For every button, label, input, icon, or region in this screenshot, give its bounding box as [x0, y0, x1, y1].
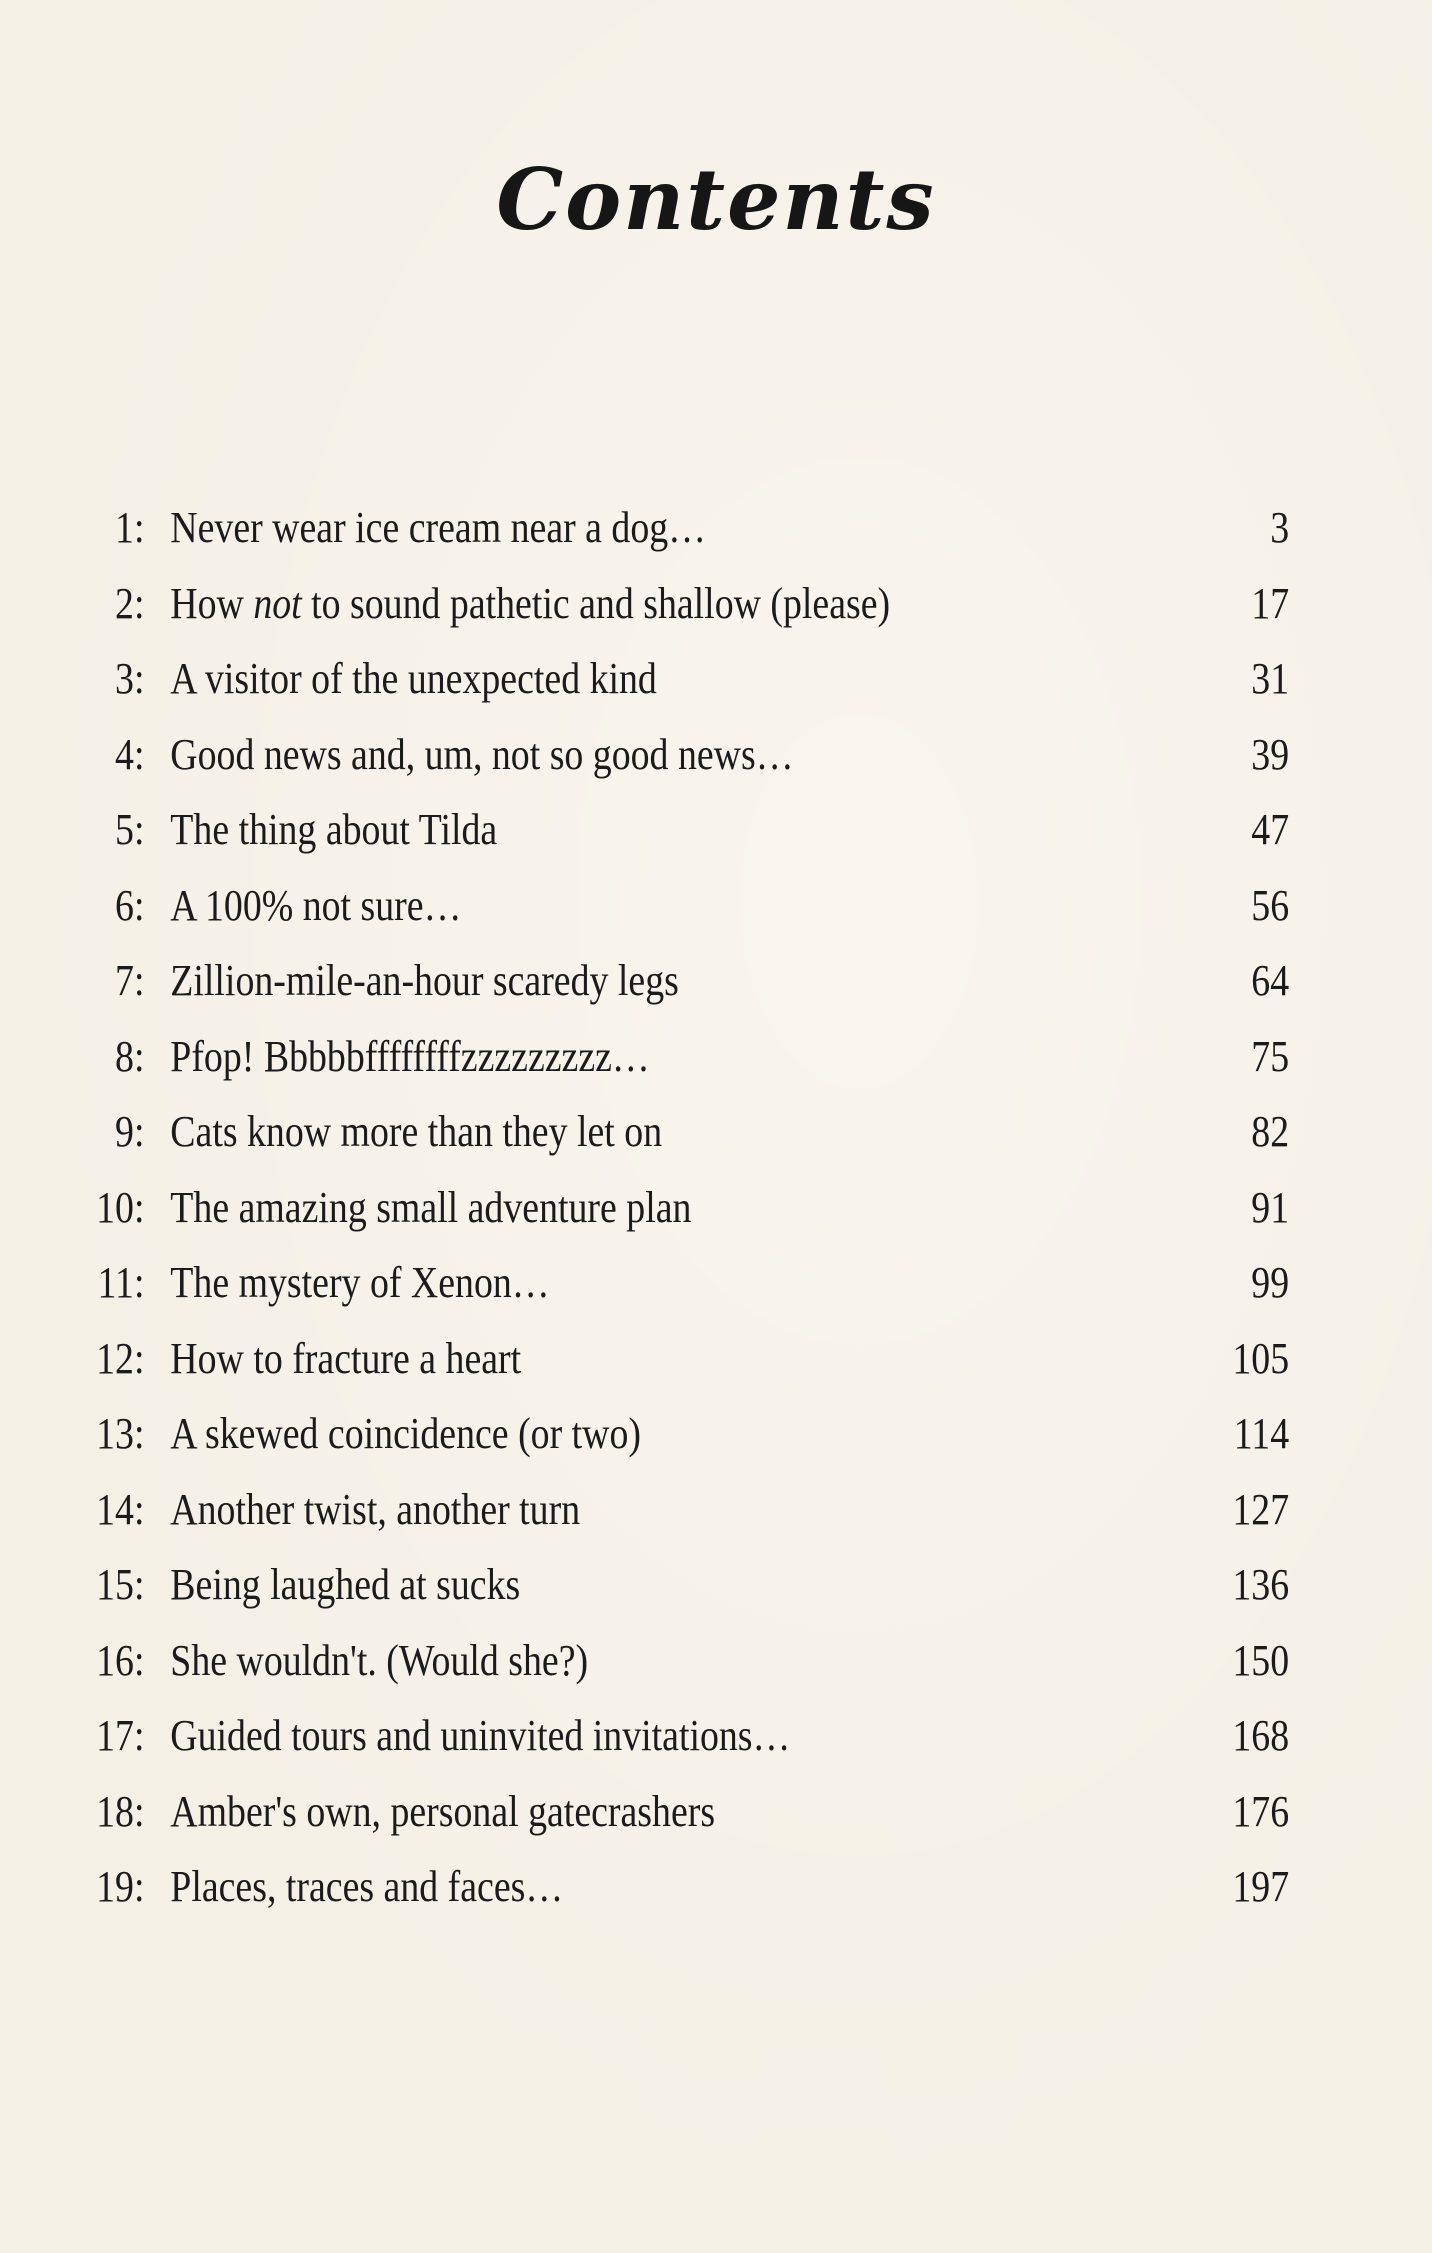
- chapter-title: How to fracture a heart: [170, 1333, 522, 1383]
- chapter-number: 6:: [115, 880, 145, 930]
- page-number: 17: [1251, 578, 1290, 628]
- toc-entry: [0, 1472, 1432, 1548]
- chapter-number: 12:: [96, 1333, 145, 1383]
- chapter-number: 8:: [115, 1031, 145, 1081]
- chapter-number: 3:: [115, 654, 145, 703]
- chapter-number: 15:: [96, 1560, 145, 1609]
- toc-entry: [0, 1698, 1432, 1774]
- toc-entry: [0, 1547, 1432, 1623]
- chapter-number: 16:: [96, 1635, 145, 1685]
- chapter-title: [170, 566, 890, 642]
- page-number: 127: [1232, 1484, 1290, 1534]
- table-of-contents: [0, 490, 1432, 1925]
- page-number: 176: [1232, 1786, 1290, 1836]
- toc-entry: [0, 1170, 1432, 1246]
- chapter-number: 4:: [115, 729, 145, 779]
- toc-entry: [0, 1245, 1432, 1321]
- page-number: 31: [1251, 654, 1290, 703]
- page-number: 99: [1251, 1258, 1290, 1307]
- page-number: 91: [1251, 1182, 1290, 1232]
- chapter-title: Places, traces and faces…: [170, 1862, 564, 1911]
- toc-entry: [0, 1321, 1432, 1397]
- toc-entry: [0, 566, 1432, 642]
- toc-entry: [0, 792, 1432, 868]
- toc-entry: [0, 490, 1432, 566]
- page-number: 39: [1251, 729, 1290, 779]
- chapter-number: 9:: [115, 1107, 145, 1156]
- chapter-title: The amazing small adventure plan: [170, 1182, 692, 1232]
- page-number: 56: [1251, 880, 1290, 930]
- chapter-title: Good news and, um, not so good news…: [170, 729, 794, 779]
- chapter-title-part: to sound pathetic and shallow (please): [301, 578, 891, 628]
- chapter-number: 14:: [96, 1484, 145, 1534]
- chapter-title: A 100% not sure…: [170, 880, 462, 930]
- chapter-number: 2:: [115, 578, 145, 628]
- chapter-title: Amber's own, personal gatecrashers: [170, 1786, 716, 1836]
- chapter-number: 11:: [97, 1258, 145, 1307]
- chapter-title: She wouldn't. (Would she?): [170, 1635, 589, 1685]
- page-title: Contents: [496, 150, 936, 249]
- page-number: 168: [1232, 1711, 1290, 1760]
- toc-entry: [0, 641, 1432, 717]
- page-number: 3: [1270, 503, 1290, 552]
- chapter-title: The thing about Tilda: [170, 805, 498, 854]
- chapter-number: 5:: [115, 805, 145, 854]
- chapter-number: 17:: [96, 1711, 145, 1760]
- page-number: 82: [1251, 1107, 1290, 1156]
- chapter-number: 19:: [96, 1862, 145, 1911]
- chapter-title-emphasis: not: [253, 578, 302, 628]
- chapter-title: The mystery of Xenon…: [170, 1258, 550, 1307]
- toc-entry: [0, 868, 1432, 944]
- chapter-number: 13:: [96, 1409, 145, 1458]
- toc-entry: [0, 1094, 1432, 1170]
- chapter-title: Never wear ice cream near a dog…: [170, 503, 707, 552]
- toc-entry: [0, 1019, 1432, 1095]
- chapter-number: 7:: [115, 956, 145, 1005]
- page-number: 150: [1232, 1635, 1290, 1685]
- toc-entry: [0, 1774, 1432, 1850]
- chapter-title: A visitor of the unexpected kind: [170, 654, 657, 703]
- page-number: 64: [1251, 956, 1290, 1005]
- chapter-title: Guided tours and uninvited invitations…: [170, 1711, 791, 1760]
- chapter-number: 10:: [96, 1182, 145, 1232]
- chapter-title: Another twist, another turn: [170, 1484, 581, 1534]
- page-number: 136: [1232, 1560, 1290, 1609]
- chapter-title: Cats know more than they let on: [170, 1107, 663, 1156]
- toc-entry: [0, 1396, 1432, 1472]
- page-number: 75: [1251, 1031, 1290, 1081]
- chapter-title: Being laughed at sucks: [170, 1560, 521, 1609]
- page-number: 114: [1233, 1409, 1290, 1458]
- page-number: 197: [1232, 1862, 1290, 1911]
- chapter-title: Zillion-mile-an-hour scaredy legs: [170, 956, 679, 1005]
- chapter-title: A skewed coincidence (or two): [170, 1409, 642, 1458]
- page-number: 47: [1251, 805, 1290, 854]
- chapter-title: Pfop! Bbbbbffffffffzzzzzzzzz…: [170, 1031, 650, 1081]
- page-number: 105: [1232, 1333, 1290, 1383]
- chapter-title-part: How: [170, 578, 254, 628]
- toc-entry: [0, 1849, 1432, 1925]
- chapter-number: 1:: [115, 503, 145, 552]
- toc-entry: [0, 1623, 1432, 1699]
- toc-entry: [0, 717, 1432, 793]
- chapter-number: 18:: [96, 1786, 145, 1836]
- toc-entry: [0, 943, 1432, 1019]
